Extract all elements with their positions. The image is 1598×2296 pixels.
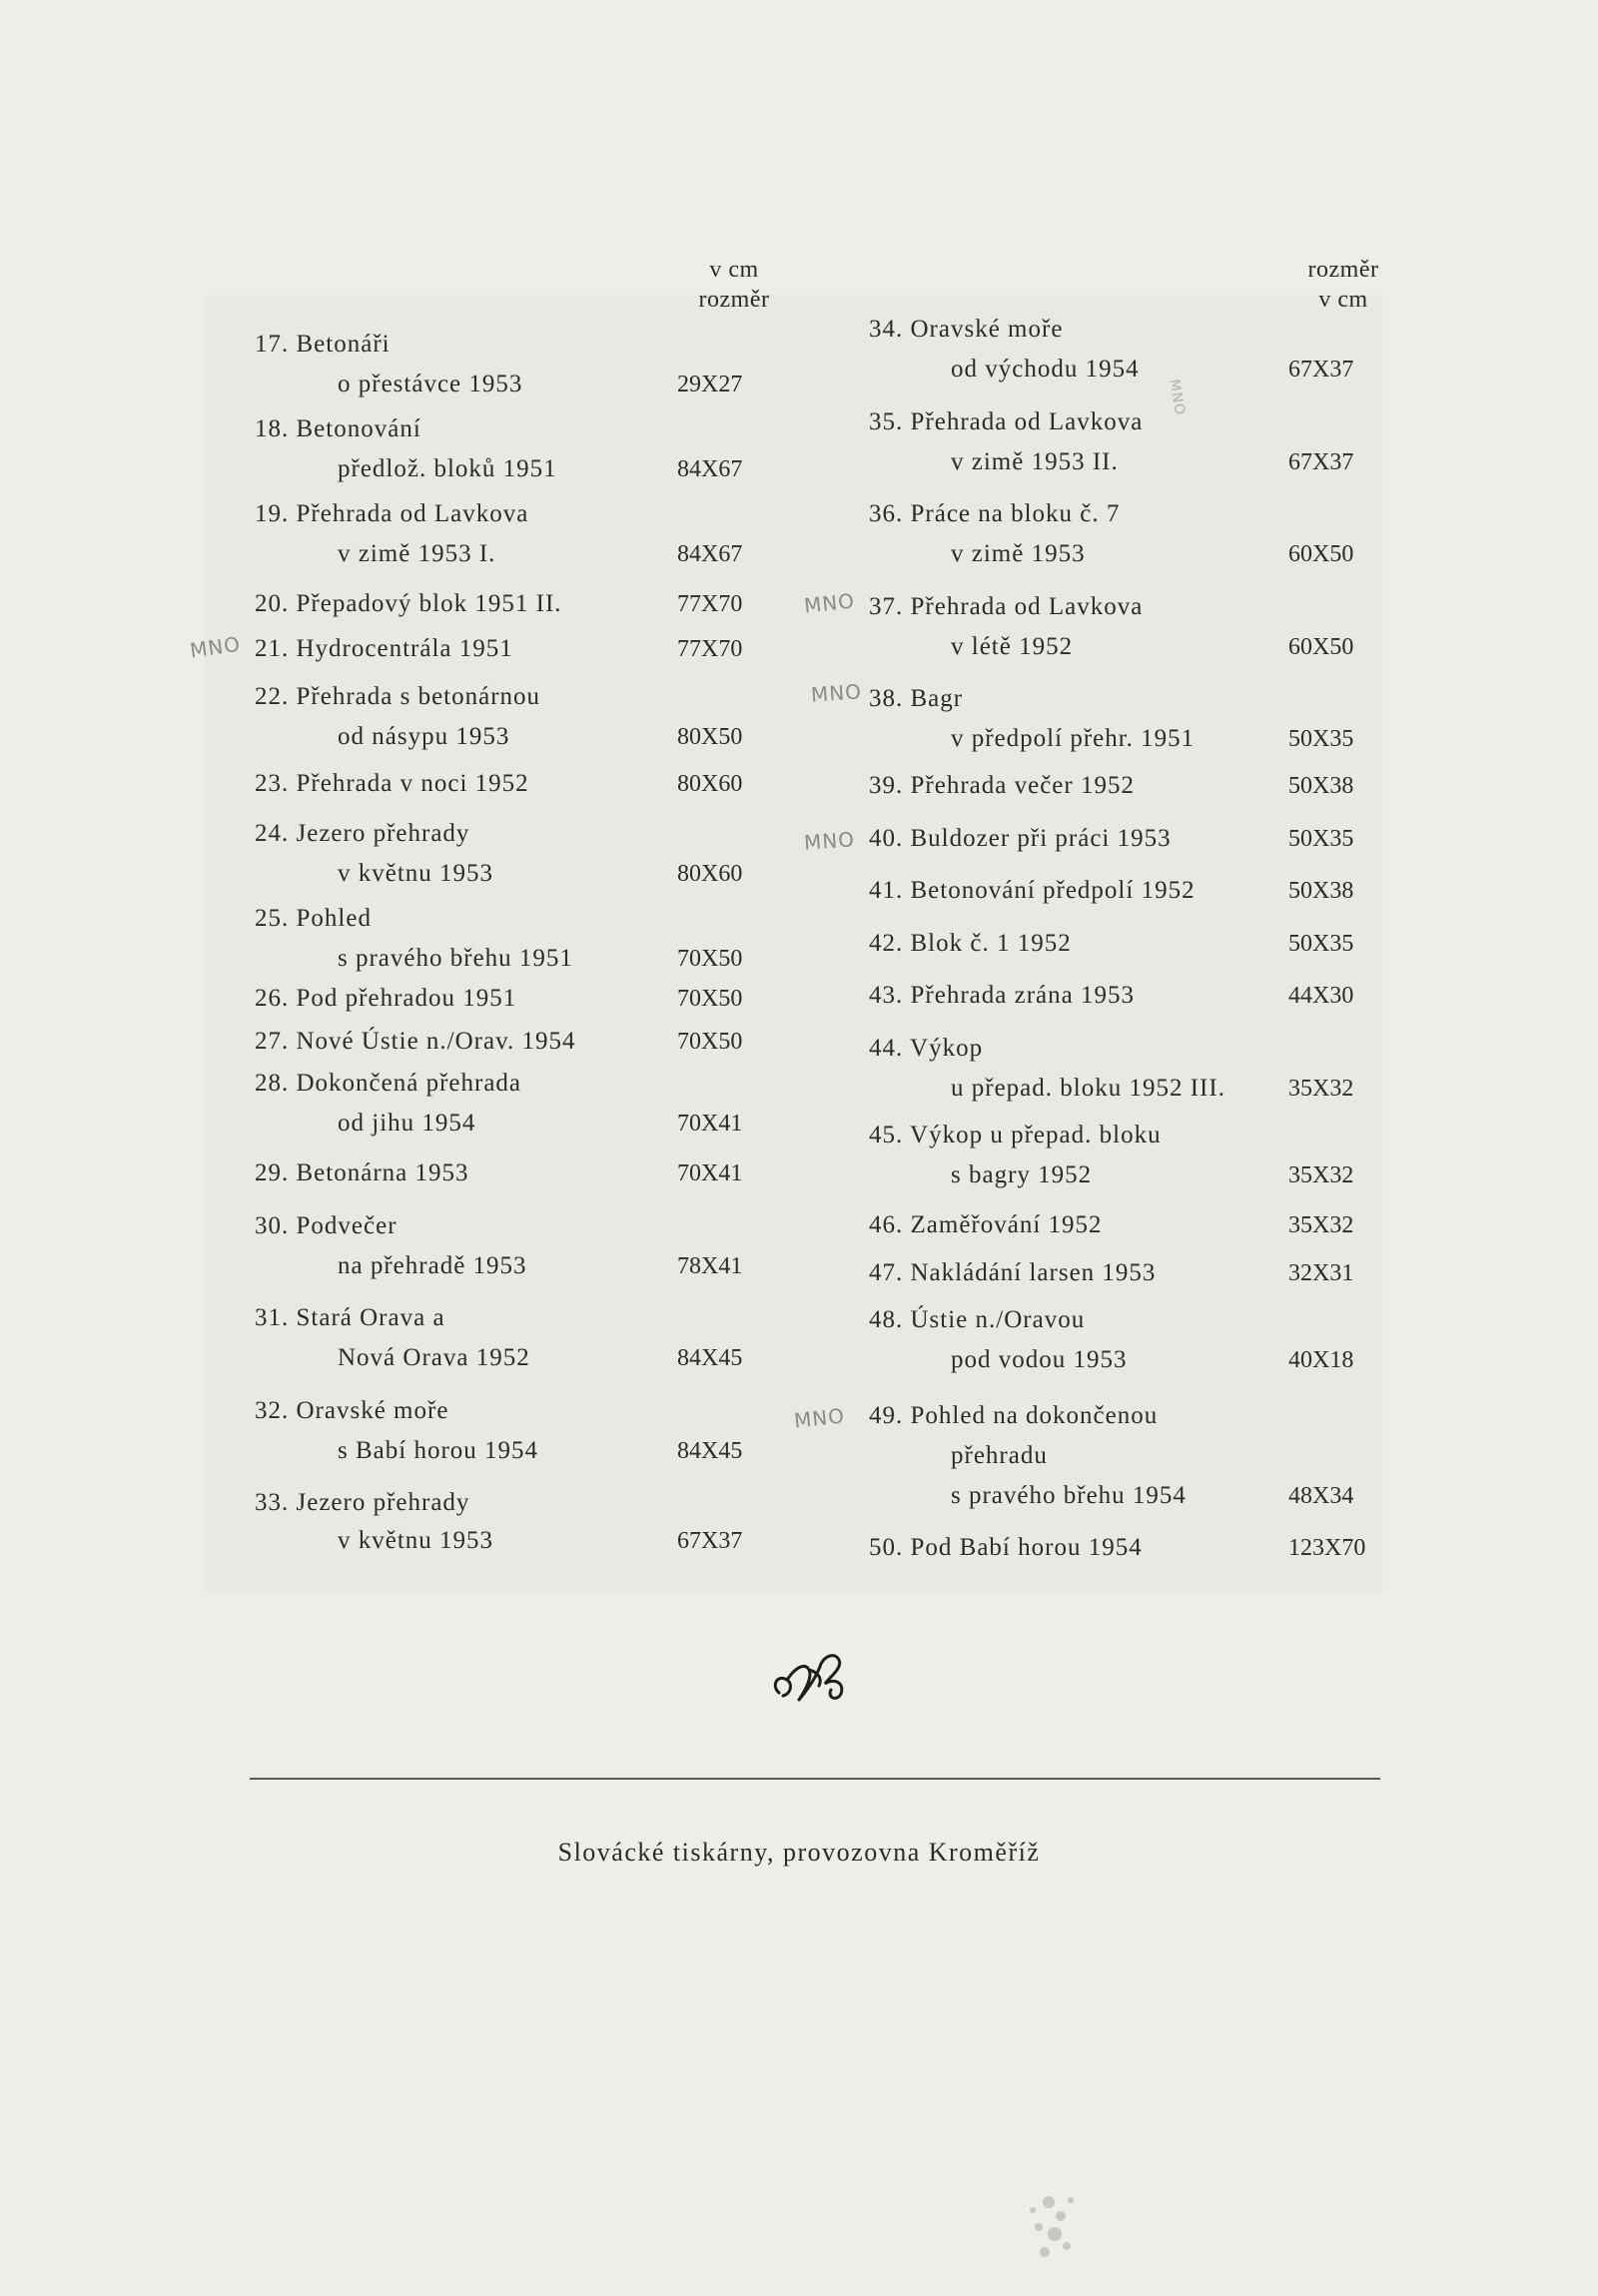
catalog-entry-line: předlož. bloků 1951 xyxy=(338,455,557,482)
catalog-entry-title: 17. Betonáři xyxy=(255,331,391,358)
catalog-entry-line: v létě 1952 xyxy=(951,633,1074,660)
catalog-entry-title: 44. Výkop xyxy=(869,1035,984,1062)
catalog-entry-title: 35. Přehrada od Lavkova xyxy=(869,408,1144,435)
catalog-entry-dimension: 70X50 xyxy=(677,1029,743,1055)
catalog-entry-dimension: 50X38 xyxy=(1288,773,1354,799)
paper-stain xyxy=(1009,2172,1099,2272)
catalog-entry-dimension: 50X35 xyxy=(1288,726,1354,752)
catalog-entry-dimension: 32X31 xyxy=(1288,1260,1354,1286)
catalog-entry-title: 33. Jezero přehrady xyxy=(255,1489,470,1516)
catalog-entry-dimension: 80X60 xyxy=(677,861,743,887)
footer-divider xyxy=(250,1778,1380,1780)
catalog-entry-dimension: 70X50 xyxy=(677,946,743,972)
catalog-entry-title: 37. Přehrada od Lavkova xyxy=(869,593,1144,620)
printer-ornament-icon xyxy=(769,1648,861,1708)
catalog-entry-line: v předpolí přehr. 1951 xyxy=(951,725,1196,752)
catalog-entry-title: 18. Betonování xyxy=(255,415,421,442)
right-header-line: rozměr xyxy=(1307,257,1379,283)
catalog-entry-line: v zimě 1953 II. xyxy=(951,448,1119,475)
left-header-line: v cm xyxy=(709,257,759,283)
catalog-entry-title: 40. Buldozer při práci 1953 xyxy=(869,825,1172,852)
catalog-entry-title: 24. Jezero přehrady xyxy=(255,820,470,847)
catalog-entry-dimension: 84X45 xyxy=(677,1438,743,1464)
handwritten-mark: MNO xyxy=(803,827,856,855)
catalog-entry-dimension: 80X50 xyxy=(677,724,743,750)
catalog-entry-dimension: 50X35 xyxy=(1288,826,1354,852)
catalog-entry-title: 48. Ústie n./Oravou xyxy=(869,1306,1086,1333)
catalog-entry-line: od násypu 1953 xyxy=(338,723,510,750)
catalog-entry-title: 21. Hydrocentrála 1951 xyxy=(255,635,513,662)
catalog-entry-title: 34. Oravské moře xyxy=(869,316,1064,343)
catalog-entry-dimension: 70X41 xyxy=(677,1111,743,1137)
catalog-entry-dimension: 78X41 xyxy=(677,1253,743,1279)
catalog-entry-line: v květnu 1953 xyxy=(338,860,494,887)
catalog-entry-line: v květnu 1953 xyxy=(338,1527,494,1554)
catalog-entry-title: 28. Dokončená přehrada xyxy=(255,1070,522,1097)
catalog-entry-title: 32. Oravské moře xyxy=(255,1397,449,1424)
catalog-entry-title: 45. Výkop u přepad. bloku xyxy=(869,1122,1162,1148)
catalog-entry-title: 22. Přehrada s betonárnou xyxy=(255,683,541,710)
catalog-entry-title: 29. Betonárna 1953 xyxy=(255,1159,469,1186)
catalog-entry-title: 30. Podvečer xyxy=(255,1212,398,1239)
catalog-entry-title: 26. Pod přehradou 1951 xyxy=(255,985,517,1012)
catalog-entry-title: 27. Nové Ústie n./Orav. 1954 xyxy=(255,1028,576,1055)
handwritten-mark: MNO xyxy=(792,1403,847,1433)
catalog-entry-line: od jihu 1954 xyxy=(338,1110,476,1137)
catalog-entry-dimension: 48X34 xyxy=(1288,1483,1354,1509)
right-column-header xyxy=(1288,255,1398,315)
left-header-line: rozměr xyxy=(698,287,770,313)
catalog-entry-line: v zimě 1953 xyxy=(951,540,1086,567)
catalog-entry-line: na přehradě 1953 xyxy=(338,1252,527,1279)
catalog-entry-dimension: 67X37 xyxy=(1288,357,1354,383)
catalog-entry-dimension: 60X50 xyxy=(1288,634,1354,660)
handwritten-mark: MNO xyxy=(810,679,863,707)
catalog-entry-title: 42. Blok č. 1 1952 xyxy=(869,930,1072,957)
catalog-entry-line: s bagry 1952 xyxy=(951,1161,1093,1188)
catalog-entry-title: 46. Zaměřování 1952 xyxy=(869,1211,1103,1238)
catalog-entry-dimension: 44X30 xyxy=(1288,983,1354,1009)
catalog-entry-dimension: 29X27 xyxy=(677,372,743,397)
catalog-entry-dimension: 67X37 xyxy=(1288,449,1354,475)
catalog-entry-title: 47. Nakládání larsen 1953 xyxy=(869,1259,1157,1286)
catalog-entry-dimension: 35X32 xyxy=(1288,1076,1354,1102)
catalog-entry-line: Nová Orava 1952 xyxy=(338,1344,530,1371)
catalog-entry-dimension: 50X38 xyxy=(1288,878,1354,904)
catalog-entry-title: 41. Betonování předpolí 1952 xyxy=(869,877,1196,904)
left-column-header xyxy=(679,255,789,315)
handwritten-mark: MNO xyxy=(1166,378,1189,417)
right-header-line: v cm xyxy=(1318,287,1368,313)
catalog-entry-dimension: 80X60 xyxy=(677,771,743,797)
catalog-entry-title: 23. Přehrada v noci 1952 xyxy=(255,770,529,797)
catalog-entry-line: u přepad. bloku 1952 III. xyxy=(951,1075,1225,1102)
catalog-entry-title: 43. Přehrada zrána 1953 xyxy=(869,982,1135,1009)
catalog-entry-dimension: 35X32 xyxy=(1288,1162,1354,1188)
catalog-entry-dimension: 77X70 xyxy=(677,591,743,617)
catalog-entry-line: pod vodou 1953 xyxy=(951,1346,1128,1373)
catalog-entry-dimension: 70X50 xyxy=(677,986,743,1012)
catalog-entry-title: 49. Pohled na dokončenou xyxy=(869,1402,1159,1429)
catalog-entry-line: o přestávce 1953 xyxy=(338,371,523,397)
catalog-entry-dimension: 123X70 xyxy=(1288,1535,1366,1561)
catalog-entry-dimension: 84X45 xyxy=(677,1345,743,1371)
catalog-entry-dimension: 40X18 xyxy=(1288,1347,1354,1373)
catalog-entry-dimension: 70X41 xyxy=(677,1160,743,1186)
catalog-entry-line: s Babí horou 1954 xyxy=(338,1437,539,1464)
catalog-entry-title: 39. Přehrada večer 1952 xyxy=(869,772,1135,799)
catalog-entry-dimension: 84X67 xyxy=(677,541,743,567)
catalog-entry-line: přehradu xyxy=(951,1442,1048,1469)
catalog-entry-line: v zimě 1953 I. xyxy=(338,540,496,567)
catalog-entry-line: s pravého břehu 1951 xyxy=(338,945,573,972)
catalog-entry-dimension: 77X70 xyxy=(677,636,743,662)
catalog-entry-dimension: 67X37 xyxy=(677,1528,743,1554)
printer-imprint: Slovácké tiskárny, provozovna Kroměříž xyxy=(557,1838,1041,1867)
catalog-entry-line: s pravého břehu 1954 xyxy=(951,1482,1187,1509)
catalog-entry-line: od východu 1954 xyxy=(951,356,1140,383)
catalog-entry-dimension: 50X35 xyxy=(1288,931,1354,957)
catalog-entry-title: 36. Práce na bloku č. 7 xyxy=(869,500,1121,527)
catalog-entry-title: 50. Pod Babí horou 1954 xyxy=(869,1534,1143,1561)
catalog-entry-dimension: 60X50 xyxy=(1288,541,1354,567)
catalog-entry-title: 38. Bagr xyxy=(869,685,964,712)
catalog-entry-title: 20. Přepadový blok 1951 II. xyxy=(255,590,562,617)
catalog-entry-title: 31. Stará Orava a xyxy=(255,1304,445,1331)
catalog-entry-title: 19. Přehrada od Lavkova xyxy=(255,500,529,527)
catalog-entry-dimension: 35X32 xyxy=(1288,1212,1354,1238)
handwritten-mark: MNO xyxy=(802,588,857,618)
catalog-entry-title: 25. Pohled xyxy=(255,905,372,932)
catalog-entry-dimension: 84X67 xyxy=(677,456,743,482)
handwritten-mark: MNO xyxy=(188,631,243,663)
